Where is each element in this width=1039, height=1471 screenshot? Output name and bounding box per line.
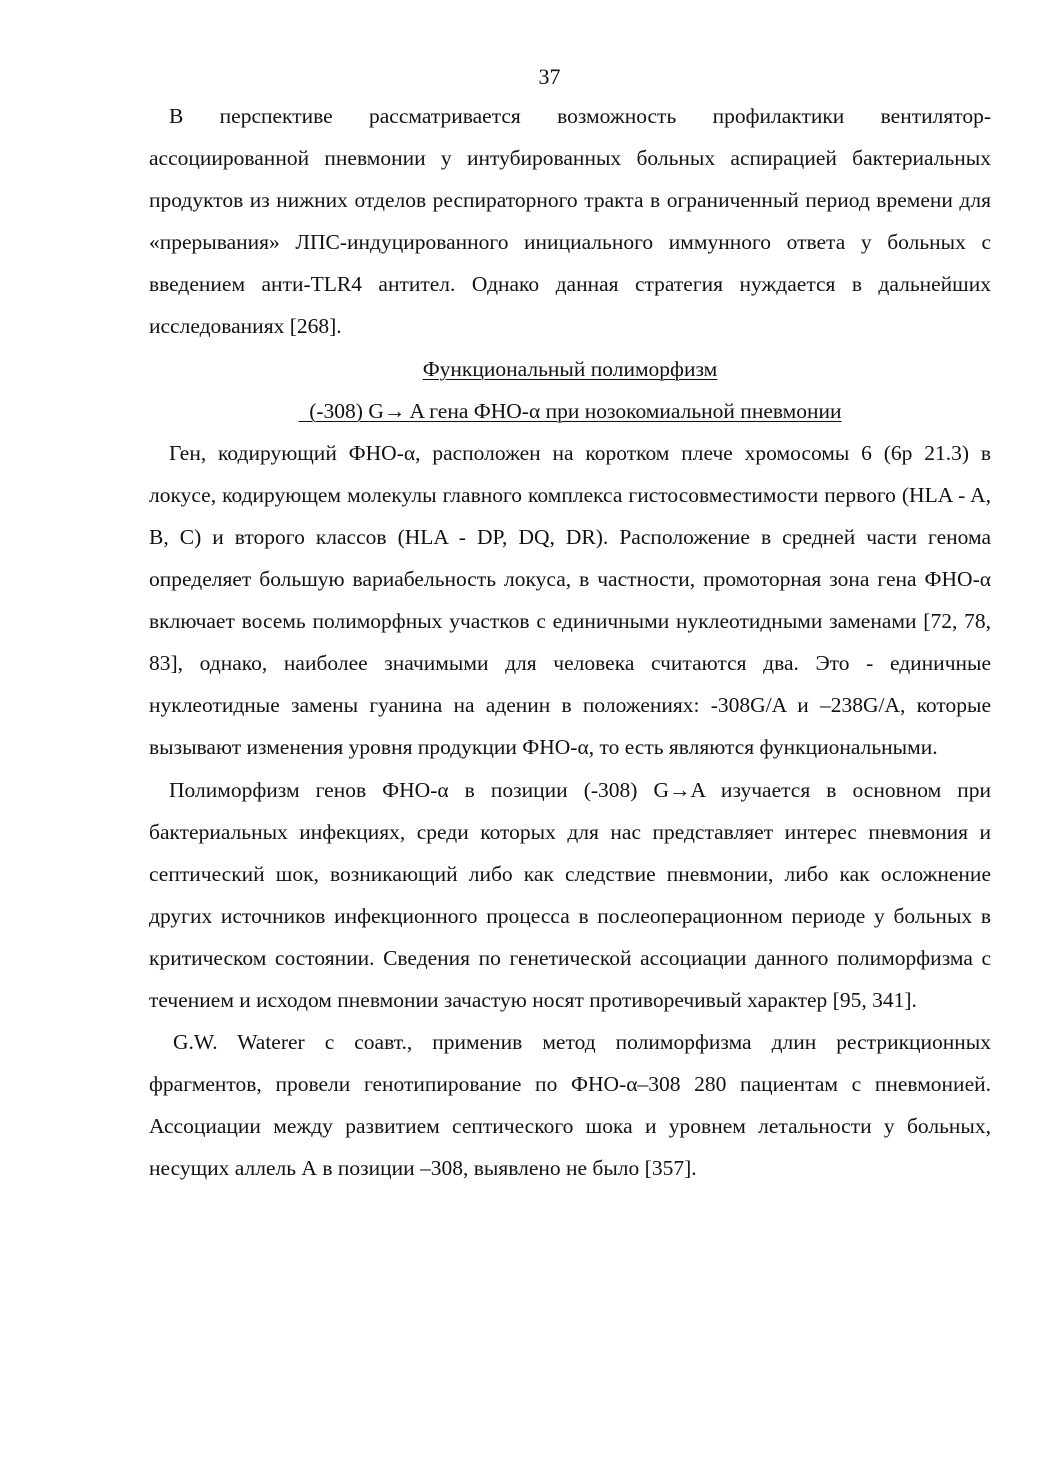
paragraph-polymorphism-infections: Полиморфизм генов ФНО-α в позиции (-308) G→A изучается в основном при бактериальных инфекциях, среди которых для нас представляет интерес пневмония и септический шок, возникающий либо как следствие пневмонии, либо как осложнение других источников инфекционного процесса в послеоперационном периоде у больных в критическом состоянии. Сведения по генетической ассоциации данного полиморфизма с течением и исходом пневмонии зачастую носят противоречивый характер [95, 341]. <box>149 777 991 1012</box>
paragraph-waterer-study: G.W. Waterer с соавт., применив метод полиморфизма длин рестрикционных фрагментов, провели генотипирование по ФНО-α–308 280 пациентам с пневмонией. Ассоциации между развитием септического шока и уровнем летальности у больных, несущих аллель А в позиции –308, выявлено не было [357]. <box>149 1030 991 1181</box>
section-heading-line2: (-308) G→ A гена ФНО-α при нозокомиальной пневмонии <box>298 398 842 423</box>
paragraph-tnf-gene: Ген, кодирующий ФНО-α, расположен на коротком плече хромосомы 6 (6р 21.3) в локусе, кодирующем молекулы главного комплекса гистосовместимости первого (HLA - A, B, C) и второго классов (HLA - DP, DQ, DR). Расположение в средней части генома определяет большую вариабельность локуса, в частности, промоторная зона гена ФНО-α включает восемь полиморфных участков с единичными нуклеотидными заменами [72, 78, 83], однако, наиболее значимыми для человека считаются два. Это - единичные нуклеотидные замены гуанина на аденин в положениях: -308G/A и –238G/A, которые вызывают изменения уровня продукции ФНО-α, то есть являются функциональными. <box>149 440 991 760</box>
page-body <box>149 95 991 1189</box>
section-heading-line1: Функциональный полиморфизм <box>422 356 718 381</box>
paragraph-ventilator-pneumonia: В перспективе рассматривается возможность профилактики вентилятор-ассоциированной пневмонии у интубированных больных аспирацией бактериальных продуктов из нижних отделов респираторного тракта в ограниченный период времени для «прерывания» ЛПС-индуцированного инициального иммунного ответа у больных с введением анти-TLR4 антител. Однако данная стратегия нуждается в дальнейших исследованиях [268]. <box>149 104 991 339</box>
page-number: 37 <box>538 64 561 89</box>
